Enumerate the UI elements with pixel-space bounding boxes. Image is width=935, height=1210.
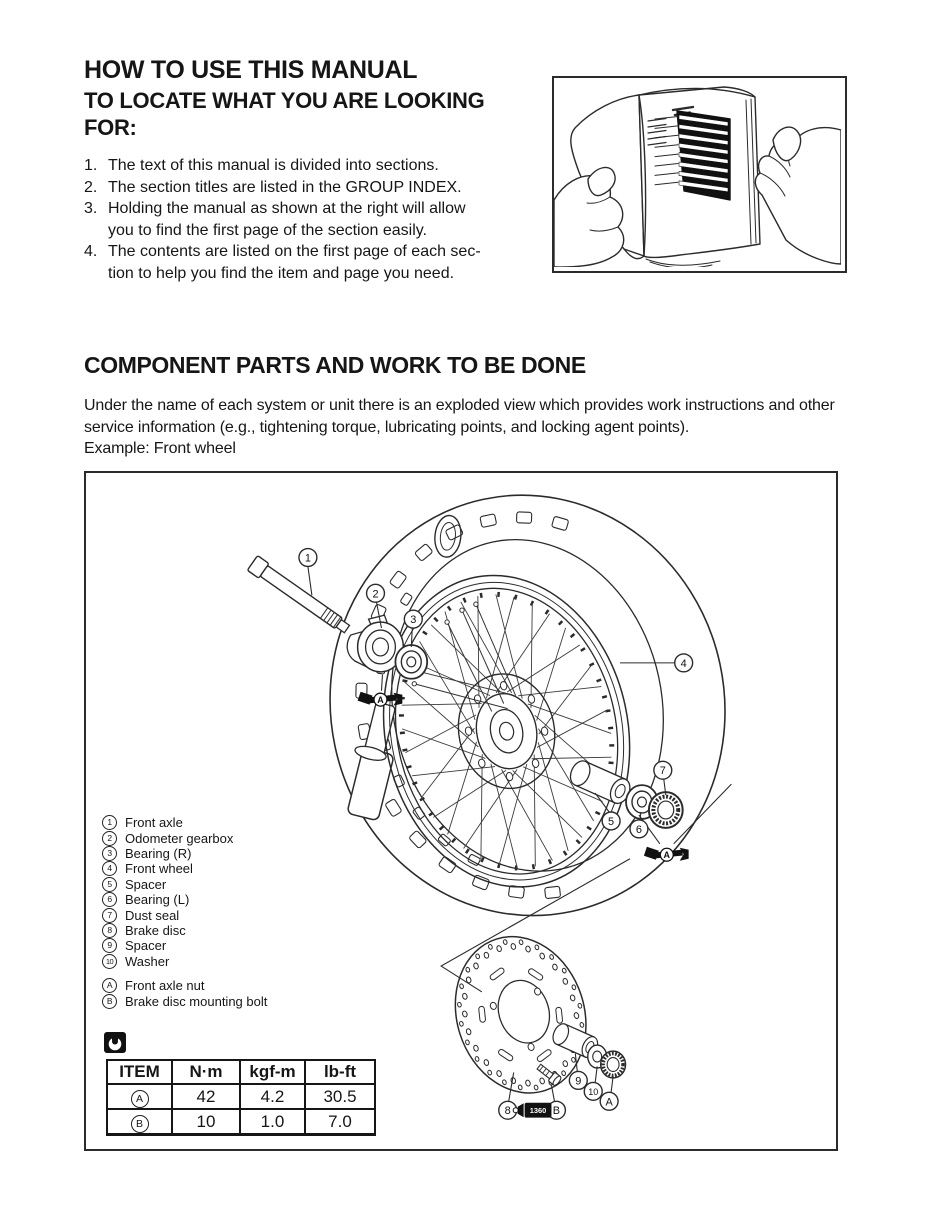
list-item: 9 Spacer [102,938,233,953]
exploded-view-box [84,471,838,1151]
torque-wrench-icon [358,692,403,706]
callout-3 [404,610,422,628]
hub-flange-holes [457,675,556,788]
fastener-list [102,978,267,1009]
callout-10 [584,1082,602,1100]
example-label: Example: Front wheel [84,440,236,457]
list-item: A Front axle nut [102,978,267,993]
callout-A-nut [600,1092,618,1110]
torque-table-row: A 42 4.2 30.5 [107,1084,375,1109]
list-item: 8 Brake disc [102,923,233,938]
svg-text:B: B [552,1105,561,1118]
front-wheel-exploded-drawing [86,473,836,1149]
callout-5 [602,812,620,830]
subtitle-line-2: FOR: [84,115,137,140]
svg-text:A: A [663,850,671,861]
book-illustration-box [552,76,847,273]
svg-text:7: 7 [659,765,666,778]
list-item: 6 Bearing (L) [102,892,233,907]
list-item: 2 Odometer gearbox [102,830,233,845]
dust-seal-drawing [649,792,683,828]
list-item: 5 Spacer [102,877,233,892]
callout-1 [299,549,317,567]
instruction-item: 2. The section titles are listed in the GROUP INDEX. [84,178,462,196]
callout-9 [569,1071,587,1089]
instruction-list [84,155,481,284]
callout-7 [654,761,672,779]
callout-2 [367,584,385,602]
section-heading: COMPONENT PARTS AND WORK TO BE DONE [84,352,586,378]
list-item: B Brake disc mounting bolt [102,993,267,1008]
left-hand [554,167,624,267]
front-wheel-drawing [291,473,764,952]
axle-nut-drawing [601,1051,626,1078]
section-body: Under the name of each system or unit there is an exploded view which provides work instructions and other service information (e.g., tightening torque, lubricating points, and locking agent points). Example: Front wheel [84,395,835,460]
page-subtitle [84,87,484,141]
svg-text:1360: 1360 [529,1106,547,1116]
list-item: 4 Front wheel [102,861,233,876]
hands-holding-manual-illustration [554,78,841,267]
list-item: 1 Front axle [102,815,233,830]
parts-list [102,815,233,969]
instruction-item: 4. The contents are listed on the first page of each sec- tion to help you find the item and page you need. [84,243,481,282]
thread-lock-icon [513,1103,551,1118]
item-letter: A [131,1090,149,1108]
svg-text:1: 1 [304,552,311,565]
svg-text:2: 2 [372,588,379,601]
bearing-right-drawing [395,645,427,679]
right-hand [755,127,841,264]
svg-text:4: 4 [680,657,687,670]
torque-table-header: ITEM N·m kgf-m lb-ft [107,1060,375,1084]
svg-text:A: A [605,1096,613,1109]
page-title: HOW TO USE THIS MANUAL [84,56,418,84]
list-item: 10 Washer [102,954,233,969]
callout-6 [630,820,648,838]
svg-text:8: 8 [504,1105,511,1118]
svg-text:9: 9 [575,1075,582,1088]
instruction-item: 3. Holding the manual as shown at the right will allow you to find the first page of the section easily. [84,200,466,239]
torque-table-row: B 10 1.0 7.0 [107,1109,375,1135]
subtitle-line-1: TO LOCATE WHAT YOU ARE LOOKING [84,88,485,113]
torque-wrench-icon [644,847,689,861]
svg-text:3: 3 [410,614,417,627]
svg-text:10: 10 [588,1086,599,1097]
svg-text:6: 6 [635,823,642,836]
torque-table [106,1059,376,1136]
list-item: 7 Dust seal [102,907,233,922]
callout-4 [675,654,693,672]
list-item: 3 Bearing (R) [102,846,233,861]
svg-text:5: 5 [608,815,615,828]
torque-spec-icon [104,1032,126,1058]
item-letter: B [131,1115,149,1133]
front-axle-drawing [247,556,352,637]
svg-text:A: A [377,695,384,706]
loose-spokes [412,602,516,712]
instruction-item: 1. The text of this manual is divided into sections. [84,157,439,174]
